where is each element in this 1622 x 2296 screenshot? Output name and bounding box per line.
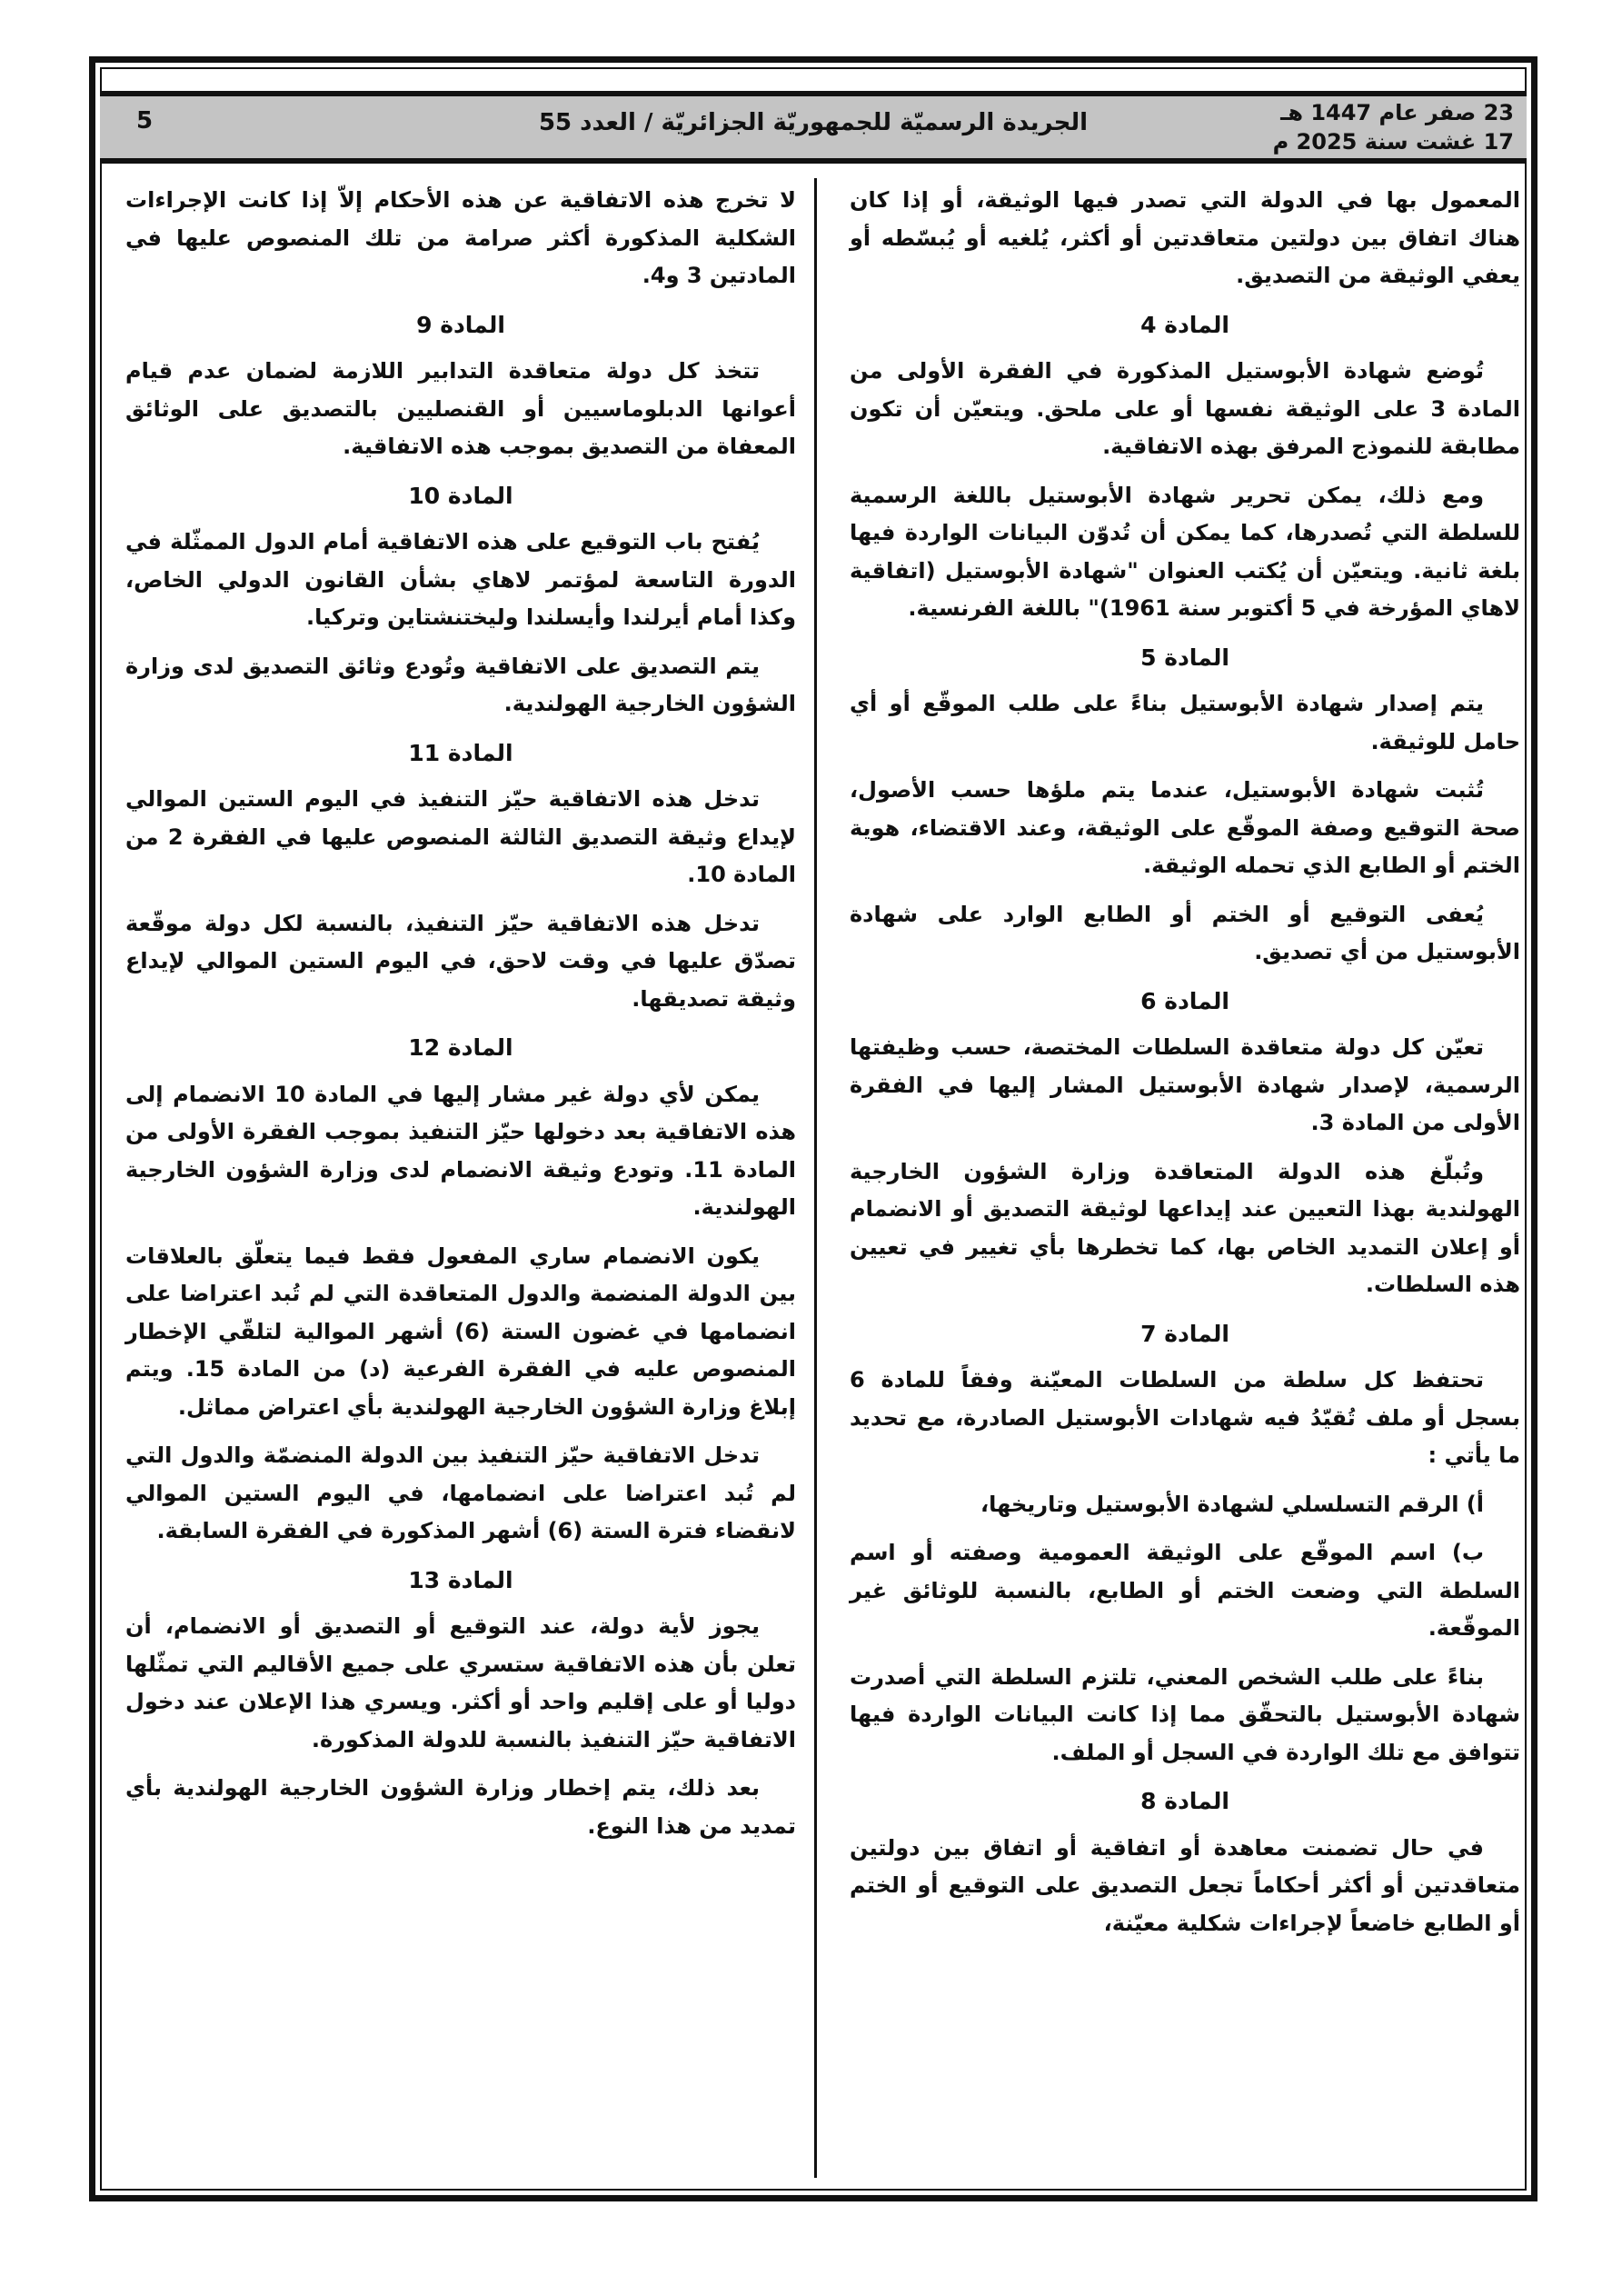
paragraph: ومع ذلك، يمكن تحرير شهادة الأبوستيل باللغة الرسمية للسلطة التي تُصدرها، كما يمكن أن تُدوّن البيانات الواردة فيها بلغة ثانية. ويتعيّن أن يُكتب العنوان "شهادة الأبوستيل (اتفاقية لاهاي المؤرخة في 5 أكتوبر سنة 1961)" باللغة الفرنسية. [850, 482, 1520, 621]
article-heading: المادة 7 [1140, 1320, 1229, 1347]
paragraph: لا تخرج هذه الاتفاقية عن هذه الأحكام إلاّ إذا كانت الإجراءات الشكلية المذكورة أكثر صرامة من تلك المنصوص عليها في المادتين 3 و4. [125, 187, 796, 288]
paragraph: المعمول بها في الدولة التي تصدر فيها الوثيقة، أو إذا كان هناك اتفاق بين دولتين متعاقدتين أو أكثر، يُلغيه أو يُبسّطه أو يعفي الوثيقة من التصديق. [850, 187, 1520, 288]
journal-title: الجريدة الرسميّة للجمهوريّة الجزائريّة / العدد 55 [538, 109, 1089, 136]
paragraph: تدخل هذه الاتفاقية حيّز التنفيذ في اليوم الستين الموالي لإيداع وثيقة التصديق الثالثة المنصوص عليها في الفقرة 2 من المادة 10. [125, 786, 796, 887]
paragraph: يجوز لأية دولة، عند التوقيع أو التصديق أو الانضمام، أن تعلن بأن هذه الاتفاقية ستسري على جميع الأقاليم التي تمثّلها دوليا أو على إقليم واحد أو أكثر. ويسري هذا الإعلان عند دخول الاتفاقية حيّز التنفيذ بالنسبة للدولة المذكورة. [125, 1613, 796, 1752]
article-heading: المادة 4 [1140, 311, 1229, 338]
paragraph: تحتفظ كل سلطة من السلطات المعيّنة وفقاً للمادة 6 بسجل أو ملف تُقيّدُ فيه شهادات الأبوستيل الصادرة، مع تحديد ما يأتي : [850, 1367, 1520, 1468]
paragraph: يتم إصدار شهادة الأبوستيل بناءً على طلب الموقّع أو أي حامل للوثيقة. [850, 691, 1520, 754]
article-heading: المادة 8 [1140, 1788, 1229, 1814]
paragraph: يمكن لأي دولة غير مشار إليها في المادة 10 الانضمام إلى هذه الاتفاقية بعد دخولها حيّز التنفيذ بموجب الفقرة الأولى من المادة 11. وتودع وثيقة الانضمام لدى وزارة الشؤون الخارجية الهولندية. [125, 1081, 796, 1220]
paragraph: تدخل هذه الاتفاقية حيّز التنفيذ، بالنسبة لكل دولة موقّعة تصدّق عليها في وقت لاحق، في اليوم الستين الموالي لإيداع وثيقة تصديقها. [125, 910, 796, 1012]
page-header [100, 91, 1527, 164]
article-heading: المادة 13 [408, 1566, 513, 1593]
right-column [850, 182, 1520, 1953]
paragraph: يتم التصديق على الاتفاقية وتُودع وثائق التصديق لدى وزارة الشؤون الخارجية الهولندية. [125, 653, 796, 716]
paragraph: يكون الانضمام ساري المفعول فقط فيما يتعلّق بالعلاقات بين الدولة المنضمة والدول المتعاقدة التي لم تُبد اعتراضا على انضمامها في غضون الستة (6) أشهر الموالية لتلقّي الإخطار المنصوص عليه في الفقرة الفرعية (د) من المادة 15. ويتم إبلاغ وزارة الشؤون الخارجية الهولندية بأي اعتراض مماثل. [125, 1243, 796, 1420]
left-column [125, 182, 796, 1856]
paragraph: يُفتح باب التوقيع على هذه الاتفاقية أمام الدول الممثّلة في الدورة التاسعة لمؤتمر لاهاي بشأن القانون الدولي الخاص، وكذا أمام أيرلندا وأيسلندا وليختنشتاين وتركيا. [125, 529, 796, 630]
paragraph: تدخل الاتفاقية حيّز التنفيذ بين الدولة المنضمّة والدول التي لم تُبد اعتراضا على انضمامها، في اليوم الستين الموالي لانقضاء فترة الستة (6) أشهر المذكورة في الفقرة السابقة. [125, 1442, 796, 1543]
article-heading: المادة 12 [408, 1034, 513, 1061]
gregorian-date: 17 غشت سنة 2025 م [1272, 129, 1514, 155]
page-number: 5 [136, 107, 154, 135]
article-heading: المادة 6 [1140, 987, 1229, 1014]
paragraph: تعيّن كل دولة متعاقدة السلطات المختصة، حسب وظيفتها الرسمية، لإصدار شهادة الأبوستيل المشار إليها في الفقرة الأولى من المادة 3. [850, 1034, 1520, 1135]
article-heading: المادة 10 [408, 482, 513, 509]
column-divider [814, 178, 817, 2178]
paragraph: بناءً على طلب الشخص المعني، تلتزم السلطة التي أصدرت شهادة الأبوستيل بالتحقّق مما إذا كانت البيانات الواردة فيها تتوافق مع تلك الواردة في السجل أو الملف. [850, 1663, 1520, 1765]
paragraph: بعد ذلك، يتم إخطار وزارة الشؤون الخارجية الهولندية بأي تمديد من هذا النوع. [125, 1775, 796, 1839]
article-heading: المادة 9 [416, 311, 505, 338]
paragraph: في حال تضمنت معاهدة أو اتفاقية أو اتفاق بين دولتين متعاقدتين أو أكثر أحكاماً تجعل التصديق على التوقيع أو الختم أو الطابع خاضعاً لإجراءات شكلية معيّنة، [850, 1834, 1520, 1936]
article-heading: المادة 5 [1140, 644, 1229, 671]
paragraph: تُوضع شهادة الأبوستيل المذكورة في الفقرة الأولى من المادة 3 على الوثيقة نفسها أو على ملحق. ويتعيّن أن تكون مطابقة للنموذج المرفق بهذه الاتفاقية. [850, 358, 1521, 459]
article-heading: المادة 11 [408, 739, 513, 766]
hijri-date: 23 صفر عام 1447 هـ [1280, 100, 1514, 125]
paragraph: تتخذ كل دولة متعاقدة التدابير اللازمة لضمان عدم قيام أعوانها الدبلوماسيين أو القنصليين بالتصديق على الوثائق المعفاة من التصديق بموجب هذه الاتفاقية. [125, 358, 796, 459]
paragraph: تُثبت شهادة الأبوستيل، عندما يتم ملؤها حسب الأصول، صحة التوقيع وصفة الموقّع على الوثيقة، وعند الاقتضاء، هوية الختم أو الطابع الذي تحمله الوثيقة. [850, 777, 1520, 878]
paragraph: ب) اسم الموقّع على الوثيقة العمومية وصفته أو اسم السلطة التي وضعت الختم أو الطابع، بالنسبة للوثائق غير الموقّعة. [850, 1540, 1520, 1641]
paragraph: وتُبلّغ هذه الدولة المتعاقدة وزارة الشؤون الخارجية الهولندية بهذا التعيين عند إيداعها لوثيقة التصديق أو الانضمام أو إعلان التمديد الخاص بها، كما تخطرها بأي تغيير في تعيين هذه السلطات. [850, 1158, 1520, 1297]
paragraph: أ) الرقم التسلسلي لشهادة الأبوستيل وتاريخها، [980, 1491, 1484, 1517]
paragraph: يُعفى التوقيع أو الختم أو الطابع الوارد على شهادة الأبوستيل من أي تصديق. [850, 901, 1520, 964]
